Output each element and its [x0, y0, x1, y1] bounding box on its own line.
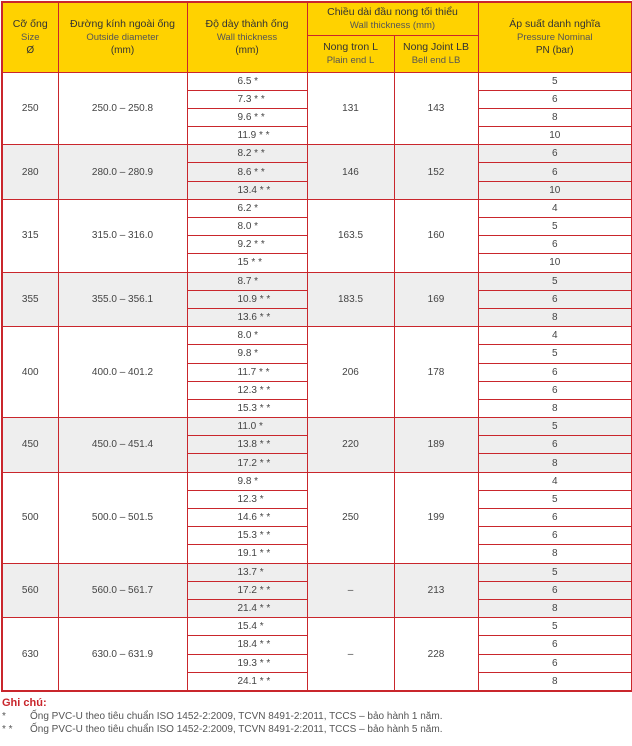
pressure-cell: 10 — [478, 127, 632, 145]
pressure-cell: 6 — [478, 236, 632, 254]
wall-thickness-cell: 9.2 * * — [187, 236, 307, 254]
table-row — [2, 472, 632, 490]
outside-diameter-cell: 250.0 – 250.8 — [58, 72, 187, 145]
header-plain-end: Nong tron L Plain end L — [307, 35, 394, 72]
table-row — [2, 327, 632, 345]
bell-end-cell: 189 — [394, 418, 478, 473]
note-marker: * * — [2, 724, 13, 735]
header-size: Cỡ ống Size Ø — [2, 2, 58, 72]
size-group-560 — [2, 563, 632, 618]
header-pressure: Áp suất danh nghĩa Pressure Nominal PN (bar) — [478, 2, 632, 72]
wall-thickness-cell: 13.6 * * — [187, 308, 307, 326]
wall-thickness-cell: 15.3 * * — [187, 527, 307, 545]
outside-diameter-cell: 450.0 – 451.4 — [58, 418, 187, 473]
pressure-cell: 6 — [478, 654, 632, 672]
pressure-cell: 6 — [478, 145, 632, 163]
pressure-cell: 5 — [478, 272, 632, 290]
pipe-spec-table — [1, 1, 632, 692]
wall-thickness-cell: 24.1 * * — [187, 672, 307, 691]
plain-end-cell: 250 — [307, 472, 394, 563]
outside-diameter-cell: 400.0 – 401.2 — [58, 327, 187, 418]
pressure-cell: 6 — [478, 363, 632, 381]
header-socket-length: Chiều dài đầu nong tối thiểu Wall thickness (mm) — [307, 2, 478, 35]
notes-section — [2, 697, 630, 736]
bell-end-cell: 143 — [394, 72, 478, 145]
size-group-450 — [2, 418, 632, 473]
plain-end-cell: 131 — [307, 72, 394, 145]
wall-thickness-cell: 9.6 * * — [187, 108, 307, 126]
size-cell: 315 — [2, 199, 58, 272]
pressure-cell: 4 — [478, 327, 632, 345]
wall-thickness-cell: 13.8 * * — [187, 436, 307, 454]
plain-end-cell: – — [307, 618, 394, 691]
outside-diameter-cell: 560.0 – 561.7 — [58, 563, 187, 618]
table-row — [2, 618, 632, 636]
wall-thickness-cell: 15.4 * — [187, 618, 307, 636]
notes-title: Ghi chú: — [2, 697, 47, 709]
wall-thickness-cell: 11.0 * — [187, 418, 307, 436]
pressure-cell: 4 — [478, 199, 632, 217]
pressure-cell: 6 — [478, 509, 632, 527]
note-marker: * — [2, 711, 6, 722]
pressure-cell: 6 — [478, 290, 632, 308]
pressure-cell: 4 — [478, 472, 632, 490]
wall-thickness-cell: 15.3 * * — [187, 399, 307, 417]
wall-thickness-cell: 13.4 * * — [187, 181, 307, 199]
size-group-355 — [2, 272, 632, 327]
pressure-cell: 10 — [478, 181, 632, 199]
pressure-cell: 5 — [478, 618, 632, 636]
size-cell: 560 — [2, 563, 58, 618]
size-cell: 280 — [2, 145, 58, 200]
size-cell: 250 — [2, 72, 58, 145]
wall-thickness-cell: 12.3 * * — [187, 381, 307, 399]
plain-end-cell: 163.5 — [307, 199, 394, 272]
pressure-cell: 6 — [478, 163, 632, 181]
wall-thickness-cell: 15 * * — [187, 254, 307, 272]
outside-diameter-cell: 280.0 – 280.9 — [58, 145, 187, 200]
wall-thickness-cell: 6.2 * — [187, 199, 307, 217]
wall-thickness-cell: 19.1 * * — [187, 545, 307, 563]
size-group-500 — [2, 472, 632, 563]
plain-end-cell: 206 — [307, 327, 394, 418]
wall-thickness-cell: 9.8 * — [187, 472, 307, 490]
pressure-cell: 8 — [478, 399, 632, 417]
table-row — [2, 563, 632, 581]
size-cell: 500 — [2, 472, 58, 563]
bell-end-cell: 160 — [394, 199, 478, 272]
size-group-315 — [2, 199, 632, 272]
pressure-cell: 6 — [478, 90, 632, 108]
bell-end-cell: 152 — [394, 145, 478, 200]
bell-end-cell: 169 — [394, 272, 478, 327]
pressure-cell: 10 — [478, 254, 632, 272]
note-item — [2, 723, 630, 736]
wall-thickness-cell: 8.6 * * — [187, 163, 307, 181]
wall-thickness-cell: 19.3 * * — [187, 654, 307, 672]
bell-end-cell: 199 — [394, 472, 478, 563]
wall-thickness-cell: 12.3 * — [187, 490, 307, 508]
pressure-cell: 5 — [478, 418, 632, 436]
pressure-cell: 5 — [478, 218, 632, 236]
plain-end-cell: 183.5 — [307, 272, 394, 327]
note-text: Ống PVC-U theo tiêu chuẩn ISO 1452-2:2009, TCVN 8491-2:2011, TCCS – bảo hành 5 năm. — [30, 724, 443, 735]
pressure-cell: 5 — [478, 72, 632, 90]
wall-thickness-cell: 9.8 * — [187, 345, 307, 363]
table-row — [2, 418, 632, 436]
bell-end-cell: 213 — [394, 563, 478, 618]
pressure-cell: 8 — [478, 545, 632, 563]
wall-thickness-cell: 11.9 * * — [187, 127, 307, 145]
size-group-630 — [2, 618, 632, 691]
pressure-cell: 8 — [478, 308, 632, 326]
pressure-cell: 8 — [478, 108, 632, 126]
wall-thickness-cell: 8.2 * * — [187, 145, 307, 163]
table-header — [2, 2, 632, 72]
note-text: Ống PVC-U theo tiêu chuẩn ISO 1452-2:2009, TCVN 8491-2:2011, TCCS – bảo hành 1 năm. — [30, 711, 443, 722]
pressure-cell: 5 — [478, 563, 632, 581]
pressure-cell: 5 — [478, 345, 632, 363]
size-group-250 — [2, 72, 632, 145]
pressure-cell: 6 — [478, 381, 632, 399]
pressure-cell: 6 — [478, 436, 632, 454]
size-group-400 — [2, 327, 632, 418]
wall-thickness-cell: 11.7 * * — [187, 363, 307, 381]
table-row — [2, 272, 632, 290]
wall-thickness-cell: 14.6 * * — [187, 509, 307, 527]
size-cell: 630 — [2, 618, 58, 691]
table-row — [2, 199, 632, 217]
wall-thickness-cell: 13.7 * — [187, 563, 307, 581]
wall-thickness-cell: 7.3 * * — [187, 90, 307, 108]
wall-thickness-cell: 18.4 * * — [187, 636, 307, 654]
pressure-cell: 6 — [478, 581, 632, 599]
pressure-cell: 8 — [478, 599, 632, 617]
bell-end-cell: 178 — [394, 327, 478, 418]
plain-end-cell: 220 — [307, 418, 394, 473]
pressure-cell: 5 — [478, 490, 632, 508]
table-row — [2, 145, 632, 163]
plain-end-cell: – — [307, 563, 394, 618]
pressure-cell: 8 — [478, 672, 632, 691]
pressure-cell: 8 — [478, 454, 632, 472]
table-row — [2, 72, 632, 90]
size-cell: 400 — [2, 327, 58, 418]
outside-diameter-cell: 315.0 – 316.0 — [58, 199, 187, 272]
wall-thickness-cell: 10.9 * * — [187, 290, 307, 308]
note-item — [2, 710, 630, 723]
wall-thickness-cell: 21.4 * * — [187, 599, 307, 617]
wall-thickness-cell: 17.2 * * — [187, 454, 307, 472]
header-outside-diameter: Đường kính ngoài ống Outside diameter (mm) — [58, 2, 187, 72]
pressure-cell: 6 — [478, 636, 632, 654]
wall-thickness-cell: 8.0 * — [187, 218, 307, 236]
bell-end-cell: 228 — [394, 618, 478, 691]
plain-end-cell: 146 — [307, 145, 394, 200]
size-cell: 355 — [2, 272, 58, 327]
wall-thickness-cell: 8.0 * — [187, 327, 307, 345]
size-cell: 450 — [2, 418, 58, 473]
wall-thickness-cell: 6.5 * — [187, 72, 307, 90]
outside-diameter-cell: 500.0 – 501.5 — [58, 472, 187, 563]
outside-diameter-cell: 630.0 – 631.9 — [58, 618, 187, 691]
size-group-280 — [2, 145, 632, 200]
header-bell-end: Nong Joint LB Bell end LB — [394, 35, 478, 72]
header-wall-thickness: Độ dày thành ống Wall thickness (mm) — [187, 2, 307, 72]
wall-thickness-cell: 17.2 * * — [187, 581, 307, 599]
outside-diameter-cell: 355.0 – 356.1 — [58, 272, 187, 327]
wall-thickness-cell: 8.7 * — [187, 272, 307, 290]
pressure-cell: 6 — [478, 527, 632, 545]
